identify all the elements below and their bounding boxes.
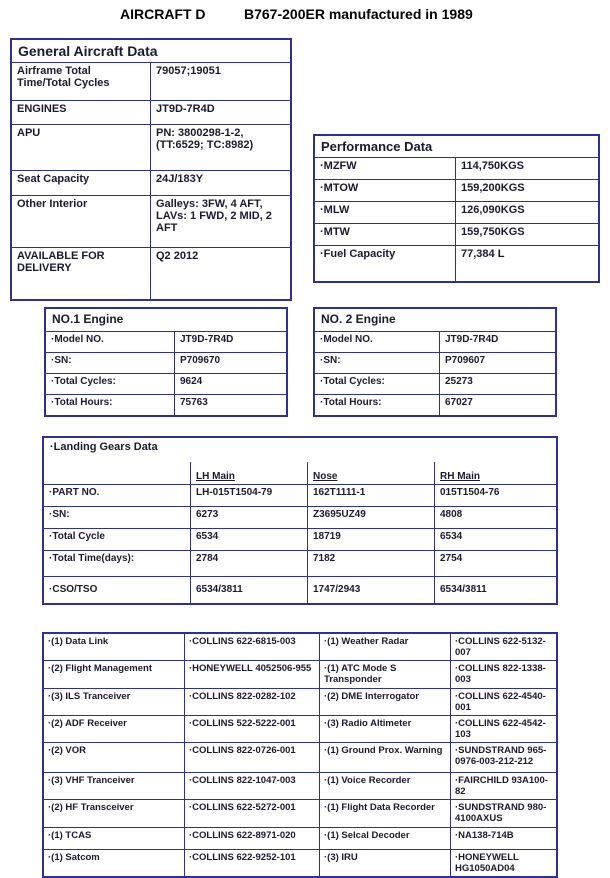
general-label: Other Interior (11, 196, 151, 248)
avionics-system: · (3) ILS Tranceiver (43, 689, 185, 716)
avionics-system: · (1) Weather Radar (320, 633, 451, 661)
general-aircraft-table (10, 38, 292, 301)
avionics-system: · (2) VOR (43, 743, 185, 773)
avionics-part: · COLLINS 622-9252-101 (185, 850, 320, 878)
landing-value: 18719 (308, 528, 435, 550)
general-value: Q2 2012 (151, 248, 292, 300)
general-label: ENGINES (11, 101, 151, 125)
engine2-value: 25273 (440, 374, 557, 395)
engine2-label: · Model NO. (314, 332, 440, 353)
landing-value: LH-015T1504-79 (191, 484, 308, 506)
avionics-part: · COLLINS 822-1047-003 (185, 773, 320, 800)
engine2-label: · SN: (314, 353, 440, 374)
performance-label: · MLW (314, 202, 456, 224)
engine2-value: JT9D-7R4D (440, 332, 557, 353)
landing-value: 7182 (308, 550, 435, 576)
avionics-part: · COLLINS 822-0282-102 (185, 689, 320, 716)
landing-gear-table (42, 436, 558, 605)
performance-label: · MTW (314, 224, 456, 246)
engine2-label: · Total Hours: (314, 395, 440, 417)
avionics-system: · (2) Flight Management (43, 661, 185, 689)
avionics-system: · (1) Data Link (43, 633, 185, 661)
landing-value: 6534/3811 (191, 576, 308, 604)
landing-value: 6273 (191, 506, 308, 528)
avionics-system: · (1) Selcal Decoder (320, 828, 451, 850)
avionics-system: · (1) Ground Prox. Warning (320, 743, 451, 773)
landing-value: 4808 (435, 506, 558, 528)
avionics-row (43, 633, 557, 661)
engine2-value: P709607 (440, 353, 557, 374)
general-value: JT9D-7R4D (151, 101, 292, 125)
landing-col-rh: RH Main (440, 470, 480, 482)
avionics-part: · HONEYWELL 4052506-955 (185, 661, 320, 689)
general-title: General Aircraft Data (11, 39, 291, 63)
general-value: 24J/183Y (151, 171, 292, 196)
landing-value: 6534 (191, 528, 308, 550)
avionics-part: · COLLINS 622-5272-001 (185, 800, 320, 828)
landing-label: · PART NO. (43, 484, 191, 506)
avionics-part: · COLLINS 622-4540-001 (451, 689, 558, 716)
landing-value: 162T1111-1 (308, 484, 435, 506)
performance-value: 159,750KGS (456, 224, 600, 246)
engine2-title: NO. 2 Engine (314, 308, 556, 332)
avionics-row (43, 743, 557, 773)
engine1-title: NO.1 Engine (45, 308, 287, 332)
landing-value: 6534/3811 (435, 576, 558, 604)
avionics-system: · (1) ATC Mode S Transponder (320, 661, 451, 689)
avionics-part: · COLLINS 622-6815-003 (185, 633, 320, 661)
landing-value: 6534 (435, 528, 558, 550)
avionics-part: · HONEYWELL HG1050AD04 (451, 850, 558, 878)
engine2-value: 67027 (440, 395, 557, 417)
landing-label: · Total Cycle (43, 528, 191, 550)
avionics-part: · SUNDSTRAND 965-0976-003-212-212 (451, 743, 558, 773)
engine1-value: P709670 (175, 353, 288, 374)
aircraft-model: B767-200ER manufactured in 1989 (244, 6, 473, 22)
avionics-part: · COLLINS 622-5132-007 (451, 633, 558, 661)
performance-table (313, 134, 600, 283)
avionics-part: · FAIRCHILD 93A100-82 (451, 773, 558, 800)
avionics-row (43, 773, 557, 800)
avionics-row (43, 689, 557, 716)
avionics-row (43, 800, 557, 828)
performance-value: 126,090KGS (456, 202, 600, 224)
performance-title: Performance Data (314, 135, 599, 158)
landing-title: · Landing Gears Data (43, 437, 557, 462)
engine1-value: 9624 (175, 374, 288, 395)
landing-label: · SN: (43, 506, 191, 528)
avionics-part: · COLLINS 522-5222-001 (185, 716, 320, 743)
avionics-system: · (1) TCAS (43, 828, 185, 850)
avionics-system: · (1) Satcom (43, 850, 185, 878)
performance-label: · Fuel Capacity (314, 246, 456, 282)
engine1-label: · Model NO. (45, 332, 175, 353)
landing-col-nose: Nose (313, 470, 338, 482)
avionics-part: · NA138-714B (451, 828, 558, 850)
landing-value: 2754 (435, 550, 558, 576)
engine1-table (44, 307, 288, 417)
landing-label: · CSO/TSO (43, 576, 191, 604)
landing-value: Z3695UZ49 (308, 506, 435, 528)
engine1-label: · Total Cycles: (45, 374, 175, 395)
avionics-table (42, 632, 558, 878)
landing-value: 015T1504-76 (435, 484, 558, 506)
avionics-system: · (2) HF Transceiver (43, 800, 185, 828)
general-label: Airframe Total Time/Total Cycles (11, 63, 151, 101)
general-value: 79057;19051 (151, 63, 292, 101)
engine1-label: · Total Hours: (45, 395, 175, 417)
engine2-table (313, 307, 557, 417)
general-label: Seat Capacity (11, 171, 151, 196)
landing-value: 2784 (191, 550, 308, 576)
avionics-system: · (3) Radio Altimeter (320, 716, 451, 743)
avionics-row (43, 716, 557, 743)
avionics-system: · (1) Voice Recorder (320, 773, 451, 800)
performance-value: 114,750KGS (456, 158, 600, 180)
engine1-value: 75763 (175, 395, 288, 417)
avionics-system: · (2) DME Interrogator (320, 689, 451, 716)
engine2-label: · Total Cycles: (314, 374, 440, 395)
avionics-part: · COLLINS 622-8971-020 (185, 828, 320, 850)
landing-value: 1747/2943 (308, 576, 435, 604)
avionics-system: · (3) VHF Tranceiver (43, 773, 185, 800)
avionics-system: · (2) ADF Receiver (43, 716, 185, 743)
engine1-label: · SN: (45, 353, 175, 374)
avionics-part: · COLLINS 822-1338-003 (451, 661, 558, 689)
general-label: APU (11, 125, 151, 171)
avionics-row (43, 850, 557, 878)
avionics-system: · (3) IRU (320, 850, 451, 878)
performance-label: · MZFW (314, 158, 456, 180)
performance-value: 77,384 L (456, 246, 600, 282)
avionics-row (43, 828, 557, 850)
avionics-row (43, 661, 557, 689)
landing-label: · Total Time(days): (43, 550, 191, 576)
general-value: PN: 3800298-1-2, (TT:6529; TC:8982) (151, 125, 292, 171)
landing-col-lh: LH Main (196, 470, 235, 482)
aircraft-name: AIRCRAFT D (120, 6, 206, 22)
performance-value: 159,200KGS (456, 180, 600, 202)
engine1-value: JT9D-7R4D (175, 332, 288, 353)
performance-label: · MTOW (314, 180, 456, 202)
avionics-part: · COLLINS 822-0726-001 (185, 743, 320, 773)
avionics-system: · (1) Flight Data Recorder (320, 800, 451, 828)
general-label: AVAILABLE FOR DELIVERY (11, 248, 151, 300)
general-value: Galleys: 3FW, 4 AFT, LAVs: 1 FWD, 2 MID, 2 AFT (151, 196, 292, 248)
avionics-part: · SUNDSTRAND 980-4100AXUS (451, 800, 558, 828)
avionics-part: · COLLINS 622-4542-103 (451, 716, 558, 743)
